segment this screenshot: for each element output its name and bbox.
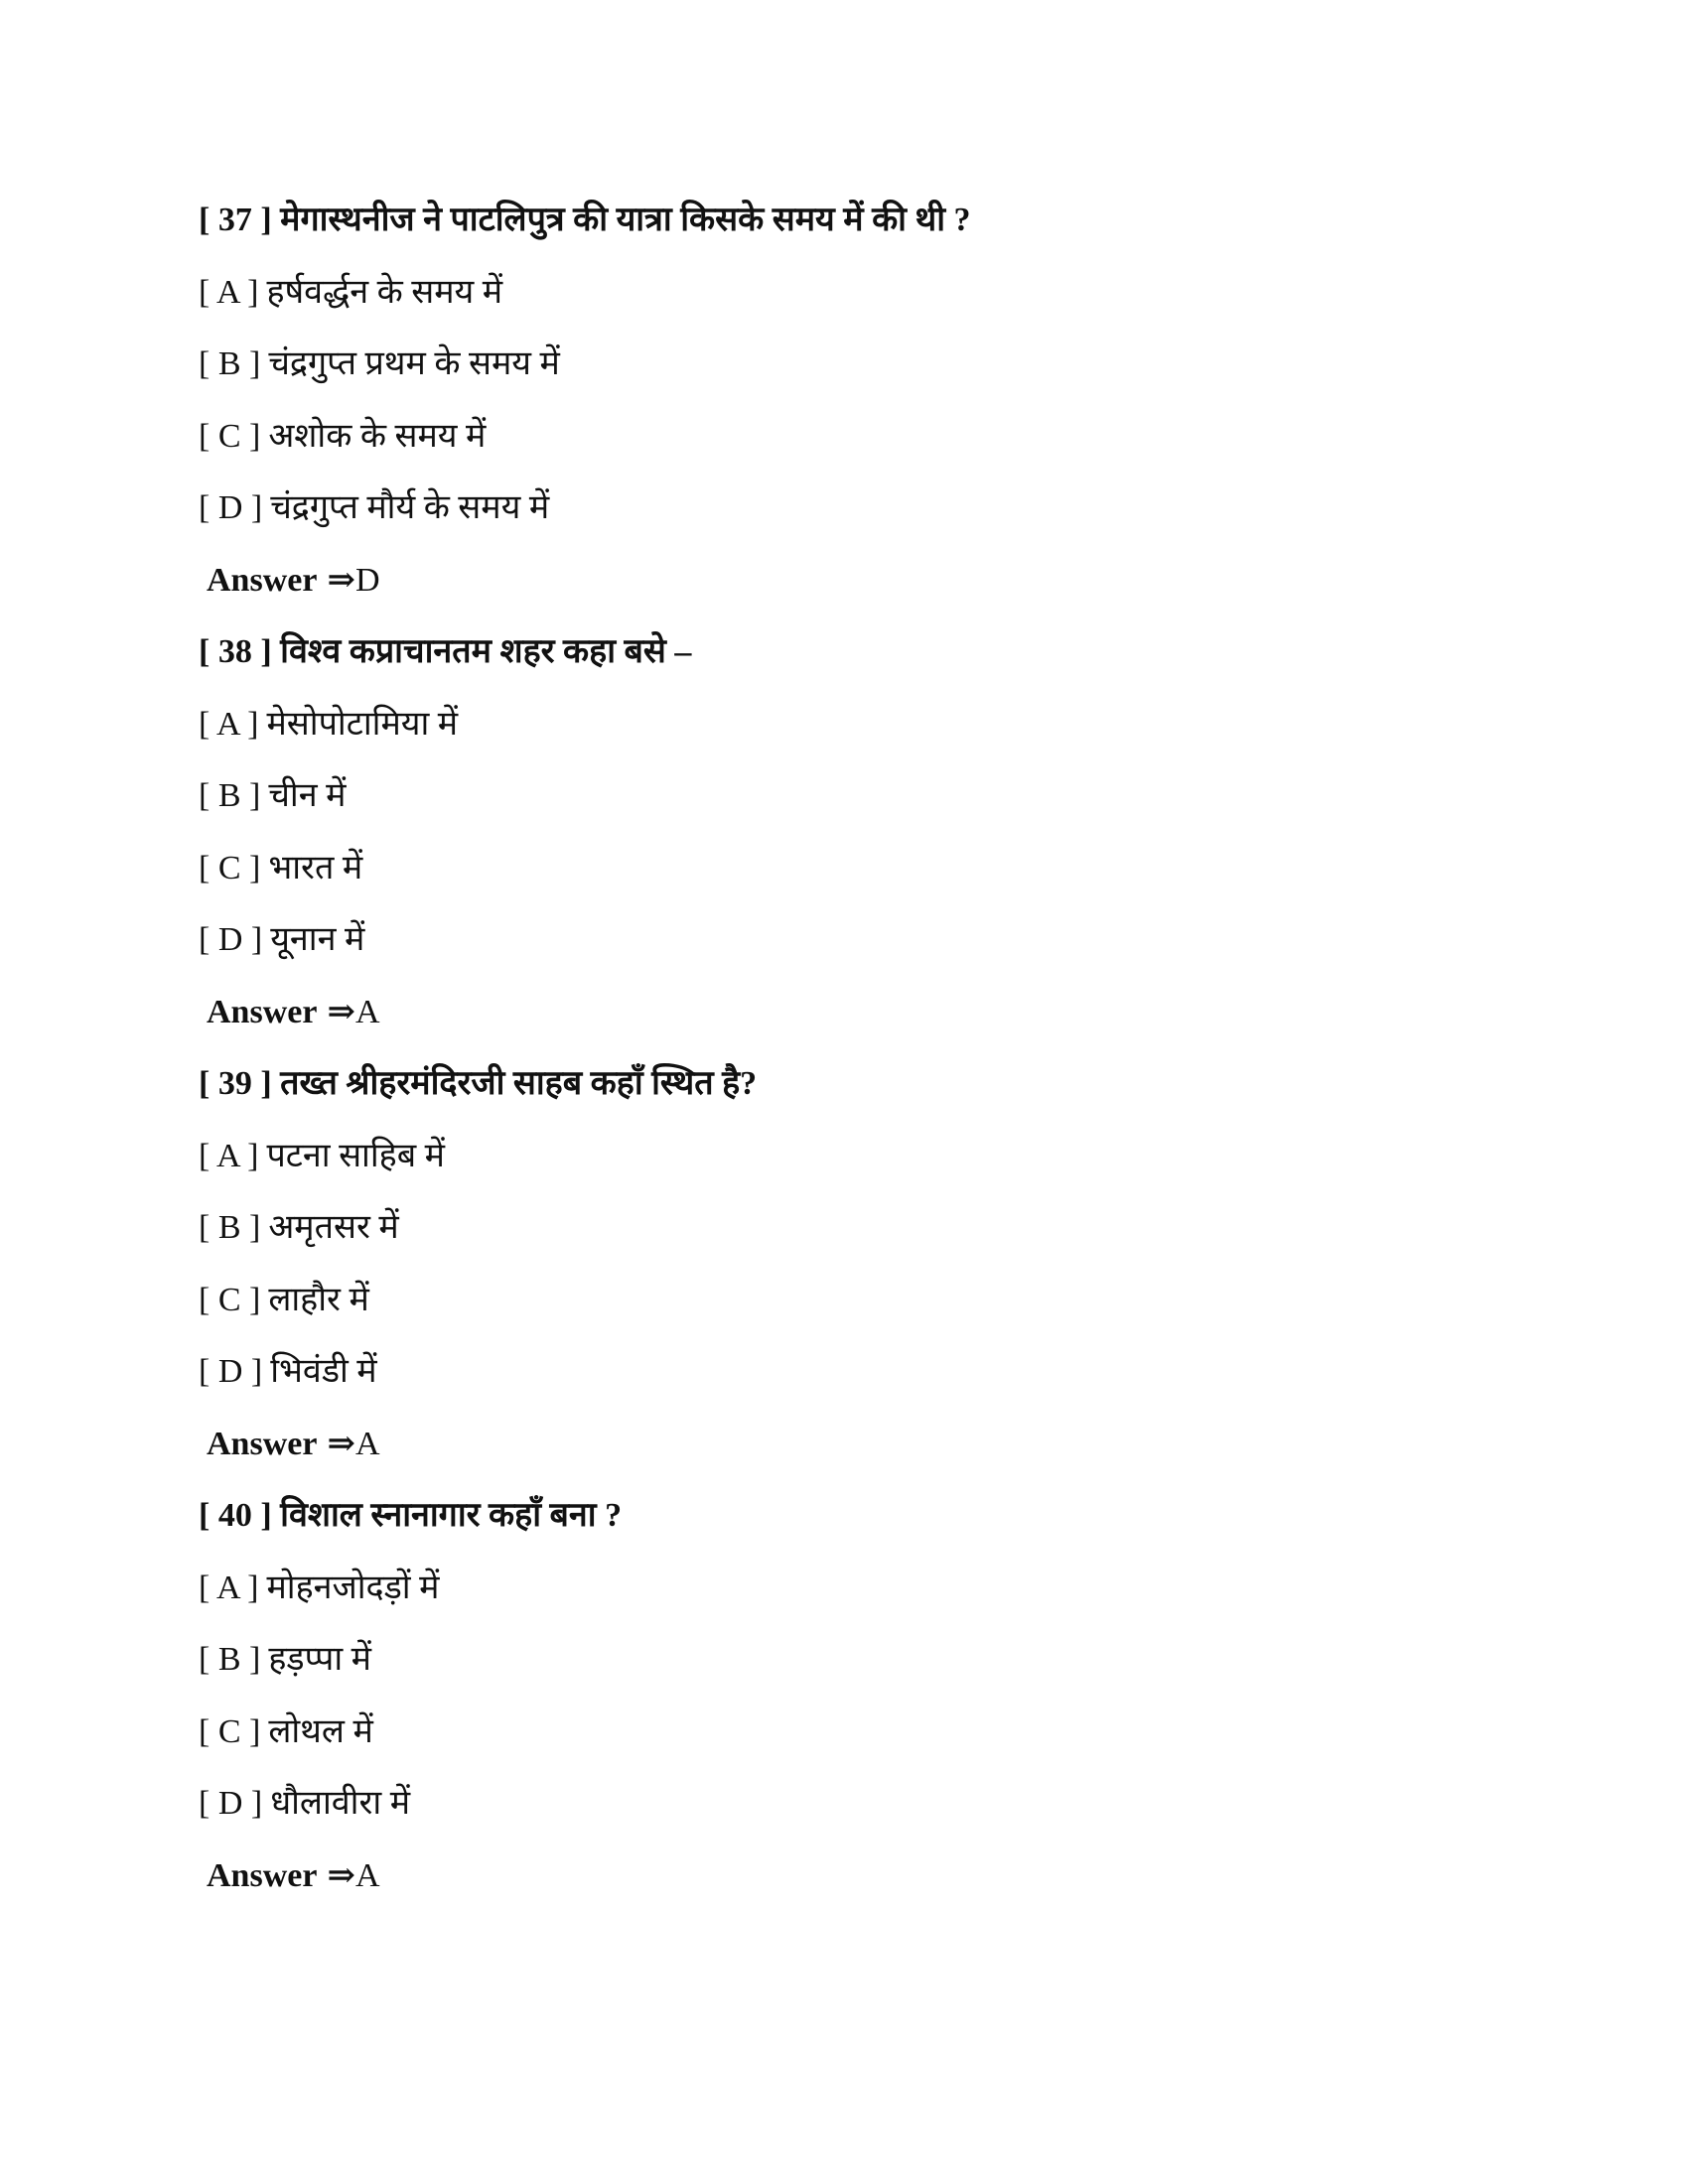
question-heading — [199, 616, 1489, 689]
answer-value: D — [354, 561, 380, 599]
question-heading — [199, 1048, 1489, 1121]
option-text: हर्षवर्द्धन के समय में — [266, 273, 503, 311]
option-text: लाहौर में — [268, 1281, 369, 1318]
question-text: विश्व कप्राचानतम शहर कहा बसे – — [280, 633, 692, 670]
option-label: [ A ] — [199, 1569, 259, 1606]
option-text: लोथल में — [268, 1712, 373, 1750]
option-b — [199, 1192, 1489, 1265]
question-text: मेगास्थनीज ने पाटलिपुत्र की यात्रा किसके समय में की थी ? — [280, 202, 971, 238]
option-text: मेसोपोटामिया में — [266, 705, 459, 743]
option-text: अमृतसर में — [268, 1209, 399, 1246]
option-c — [199, 401, 1489, 474]
option-label: [ A ] — [199, 1137, 259, 1174]
answer-line — [199, 545, 1489, 617]
option-label: [ C ] — [199, 417, 261, 455]
option-c — [199, 833, 1489, 905]
question-heading — [199, 1480, 1489, 1553]
option-label: [ A ] — [199, 273, 259, 311]
question-number: [ 37 ] — [199, 202, 272, 238]
option-text: अशोक के समय में — [268, 417, 487, 455]
option-label: [ C ] — [199, 849, 261, 887]
option-label: [ C ] — [199, 1281, 261, 1318]
question-text: तख्त श्रीहरमंदिरजी साहब कहाँ स्थित है? — [280, 1065, 758, 1102]
question-number: [ 39 ] — [199, 1065, 272, 1102]
option-d — [199, 473, 1489, 545]
option-text: भारत में — [268, 849, 363, 887]
option-d — [199, 1768, 1489, 1841]
option-label: [ D ] — [199, 921, 263, 958]
option-text: मोहनजोदड़ों में — [266, 1569, 440, 1606]
option-label: [ D ] — [199, 489, 263, 526]
option-a — [199, 1553, 1489, 1625]
answer-value: A — [354, 1425, 380, 1462]
option-a — [199, 1121, 1489, 1193]
option-label: [ C ] — [199, 1712, 261, 1750]
option-text: भिवंडी में — [270, 1353, 377, 1390]
answer-line — [199, 1841, 1489, 1913]
option-b — [199, 1624, 1489, 1697]
option-c — [199, 1697, 1489, 1769]
option-a — [199, 257, 1489, 330]
option-label: [ D ] — [199, 1785, 263, 1822]
question-number: [ 38 ] — [199, 633, 272, 670]
option-text: चंद्रगुप्त मौर्य के समय में — [270, 489, 550, 526]
answer-label: Answer — [207, 561, 318, 599]
answer-value: A — [354, 993, 380, 1030]
option-b — [199, 329, 1489, 401]
option-label: [ D ] — [199, 1353, 263, 1390]
option-text: पटना साहिब में — [266, 1137, 445, 1174]
answer-line — [199, 1409, 1489, 1481]
option-d — [199, 1336, 1489, 1409]
arrow-icon: ⇒ — [327, 1856, 355, 1894]
option-text: चंद्रगुप्त प्रथम के समय में — [268, 345, 560, 382]
option-text: चीन में — [268, 777, 347, 814]
answer-label: Answer — [207, 993, 318, 1030]
option-text: यूनान में — [270, 921, 365, 958]
arrow-icon: ⇒ — [327, 993, 355, 1030]
option-b — [199, 760, 1489, 833]
question-text: विशाल स्नानागार कहाँ बना ? — [280, 1497, 623, 1534]
arrow-icon: ⇒ — [327, 561, 355, 599]
option-d — [199, 904, 1489, 977]
option-label: [ A ] — [199, 705, 259, 743]
option-text: धौलावीरा में — [270, 1785, 411, 1822]
option-a — [199, 689, 1489, 761]
option-text: हड़प्पा में — [268, 1641, 371, 1678]
answer-value: A — [354, 1856, 380, 1894]
answer-label: Answer — [207, 1856, 318, 1894]
question-number: [ 40 ] — [199, 1497, 272, 1534]
question-heading — [199, 185, 1489, 257]
option-label: [ B ] — [199, 1641, 261, 1678]
arrow-icon: ⇒ — [327, 1425, 355, 1462]
quiz-page — [199, 185, 1489, 1912]
option-label: [ B ] — [199, 777, 261, 814]
option-label: [ B ] — [199, 1209, 261, 1246]
option-label: [ B ] — [199, 345, 261, 382]
answer-label: Answer — [207, 1425, 318, 1462]
answer-line — [199, 977, 1489, 1049]
option-c — [199, 1265, 1489, 1337]
